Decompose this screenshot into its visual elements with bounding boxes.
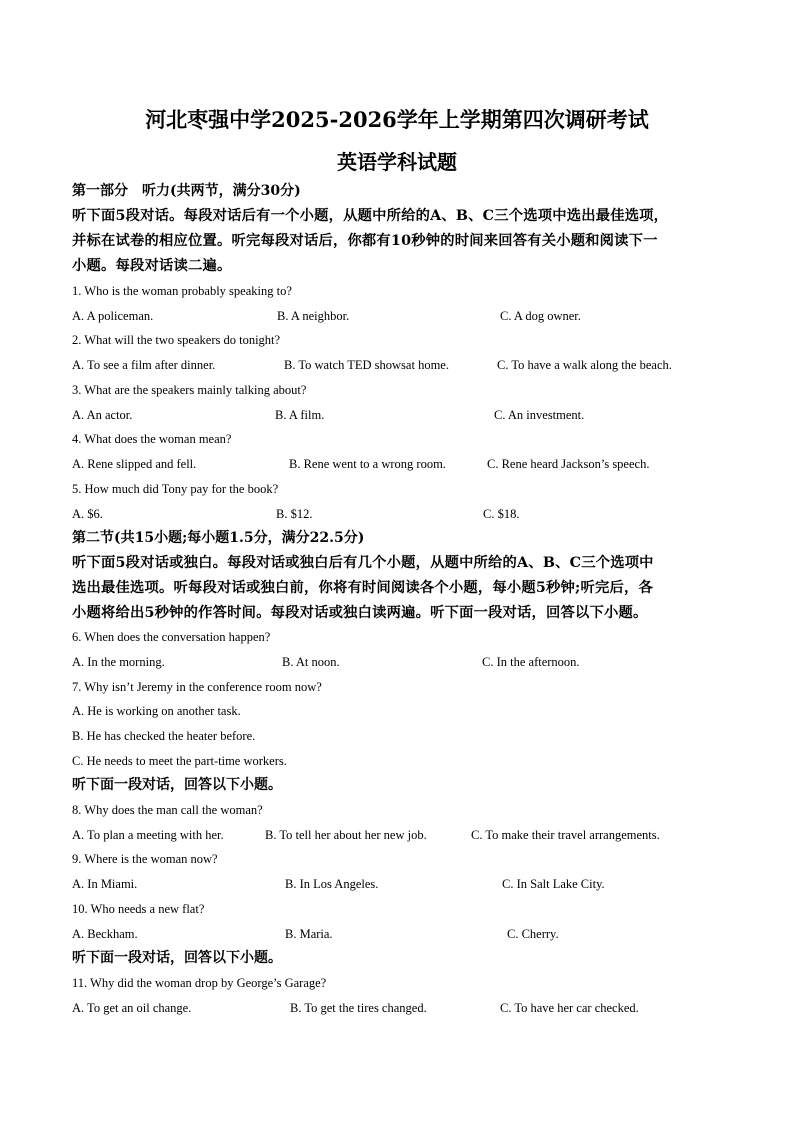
part1-instruction-line-1: 听下面5段对话。每段对话后有一个小题，从题中所给的A、B、C三个选项中选出最佳选项， xyxy=(72,208,669,224)
q10-option-c: C. Cherry. xyxy=(507,927,559,941)
part1-instruction-line-3: 小题。每段对话读二遍。 xyxy=(72,258,232,274)
question-8: 8. Why does the man call the woman? xyxy=(72,803,263,817)
q5-option-a: A. $6. xyxy=(72,507,103,521)
section2-instruction-line-3: 小题将给出5秒钟的作答时间。每段对话或独白读两遍。听下面一段对话，回答以下小题。 xyxy=(72,605,648,621)
question-3: 3. What are the speakers mainly talking about? xyxy=(72,383,307,397)
question-4: 4. What does the woman mean? xyxy=(72,432,232,446)
question-5: 5. How much did Tony pay for the book? xyxy=(72,482,279,496)
listen-prompt-1: 听下面一段对话，回答以下小题。 xyxy=(72,777,282,793)
question-9: 9. Where is the woman now? xyxy=(72,852,218,866)
q4-option-a: A. Rene slipped and fell. xyxy=(72,457,197,471)
q8-option-c: C. To make their travel arrangements. xyxy=(471,828,660,842)
q8-option-a: A. To plan a meeting with her. xyxy=(72,828,224,842)
exam-title: 河北枣强中学2025-2026学年上学期第四次调研考试 xyxy=(145,107,649,132)
exam-subtitle: 英语学科试题 xyxy=(337,150,457,174)
q9-option-a: A. In Miami. xyxy=(72,877,138,891)
q6-option-c: C. In the afternoon. xyxy=(482,655,580,669)
question-2: 2. What will the two speakers do tonight? xyxy=(72,333,281,347)
question-1: 1. Who is the woman probably speaking to? xyxy=(72,284,292,298)
q7-option-b: B. He has checked the heater before. xyxy=(72,729,256,743)
q11-option-a: A. To get an oil change. xyxy=(72,1001,192,1015)
part1-heading: 第一部分 听力(共两节，满分30分) xyxy=(72,183,301,199)
q10-option-a: A. Beckham. xyxy=(72,927,138,941)
section2-heading: 第二节(共15小题;每小题1.5分，满分22.5分) xyxy=(72,530,365,546)
part1-instruction-line-2: 并标在试卷的相应位置。听完每段对话后，你都有10秒钟的时间来回答有关小题和阅读下一 xyxy=(72,233,658,249)
q6-option-a: A. In the morning. xyxy=(72,655,165,669)
q11-option-c: C. To have her car checked. xyxy=(500,1001,639,1015)
listen-prompt-2: 听下面一段对话，回答以下小题。 xyxy=(72,950,282,966)
question-11: 11. Why did the woman drop by George’s Garage? xyxy=(72,976,327,990)
section2-instruction-line-1: 听下面5段对话或独白。每段对话或独白后有几个小题，从题中所给的A、B、C三个选项中 xyxy=(72,555,654,571)
q7-option-c: C. He needs to meet the part-time workers. xyxy=(72,754,287,768)
section2-instruction-line-2: 选出最佳选项。听每段对话或独白前，你将有时间阅读各个小题，每小题5秒钟;听完后，各 xyxy=(72,580,653,596)
q8-option-b: B. To tell her about her new job. xyxy=(265,828,427,842)
q9-option-c: C. In Salt Lake City. xyxy=(502,877,605,891)
q7-option-a: A. He is working on another task. xyxy=(72,704,241,718)
q10-option-b: B. Maria. xyxy=(285,927,333,941)
q3-option-b: B. A film. xyxy=(275,408,325,422)
q6-option-b: B. At noon. xyxy=(282,655,340,669)
q1-option-c: C. A dog owner. xyxy=(500,309,581,323)
q9-option-b: B. In Los Angeles. xyxy=(285,877,379,891)
q5-option-c: C. $18. xyxy=(483,507,520,521)
q2-option-b: B. To watch TED showsat home. xyxy=(284,358,449,372)
q4-option-b: B. Rene went to a wrong room. xyxy=(289,457,446,471)
q1-option-b: B. A neighbor. xyxy=(277,309,350,323)
q5-option-b: B. $12. xyxy=(276,507,313,521)
question-7: 7. Why isn’t Jeremy in the conference room now? xyxy=(72,680,322,694)
q3-option-a: A. An actor. xyxy=(72,408,133,422)
q2-option-a: A. To see a film after dinner. xyxy=(72,358,216,372)
q4-option-c: C. Rene heard Jackson’s speech. xyxy=(487,457,650,471)
question-6: 6. When does the conversation happen? xyxy=(72,630,271,644)
q2-option-c: C. To have a walk along the beach. xyxy=(497,358,672,372)
q11-option-b: B. To get the tires changed. xyxy=(290,1001,427,1015)
q3-option-c: C. An investment. xyxy=(494,408,585,422)
q1-option-a: A. A policeman. xyxy=(72,309,154,323)
question-10: 10. Who needs a new flat? xyxy=(72,902,205,916)
